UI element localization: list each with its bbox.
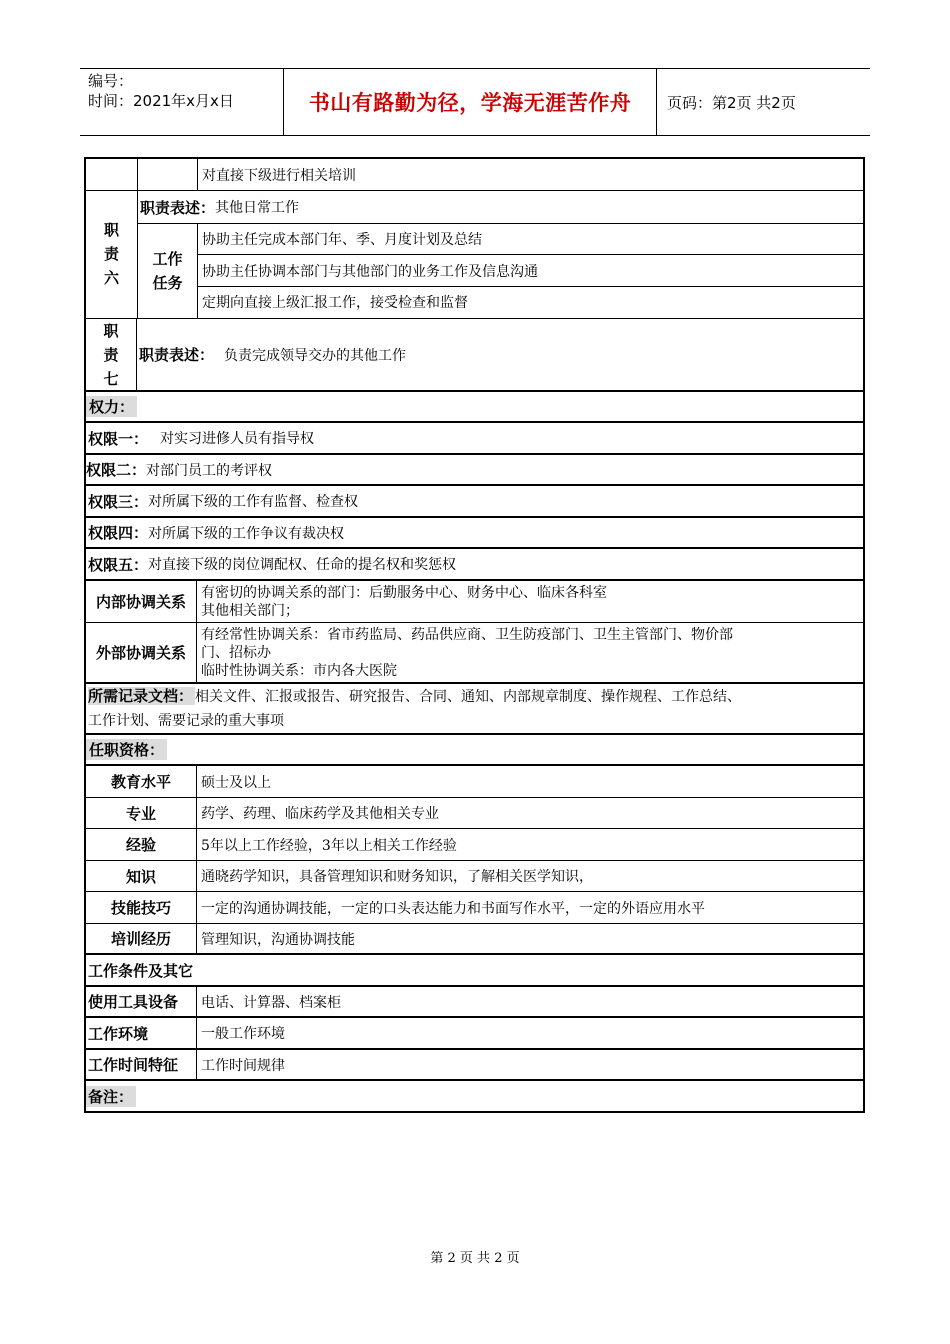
prev-task-spacer — [138, 159, 198, 190]
header-slogan: 书山有路勤为径，学海无涯苦作舟 — [283, 69, 657, 135]
duty6-label: 职 责 六 — [103, 221, 119, 287]
duty7-desc-value: 负责完成领导交办的其他工作 — [224, 347, 407, 364]
internal-coordination-value: 有密切的协调关系的部门：后勤服务中心、财务中心、临床各科室 其他相关部门； — [201, 584, 607, 619]
external-coordination-value: 有经常性协调关系：省市药监局、药品供应商、卫生防疫部门、卫生主管部门、物价部 门、招标办 临时性协调关系：市内各大医院 — [201, 626, 733, 679]
page-footer: 第 2 页 共 2 页 — [430, 1251, 520, 1266]
header-meta — [80, 69, 283, 135]
remarks-row — [86, 1081, 863, 1111]
internal-coordination-row — [86, 581, 863, 623]
remarks-label: 备注： — [86, 1086, 136, 1107]
duty6-body — [138, 159, 863, 318]
conditions-title: 工作条件及其它 — [88, 961, 194, 980]
qual-experience: 经验 5年以上工作经验，3年以上相关工作经验 — [86, 829, 863, 861]
duty6-task-3: 定期向直接上级汇报工作，接受检查和监督 — [202, 295, 468, 312]
duty6-label-col — [86, 159, 138, 318]
power-item-2: 权限二： 对部门员工的考评权 — [86, 455, 863, 486]
cond-hours: 工作时间特征 工作时间规律 — [86, 1050, 863, 1081]
duty7-label: 职 责 七 — [86, 319, 137, 390]
qualifications-section — [86, 735, 863, 766]
records-line-2: 工作计划、需要记录的重大事项 — [88, 713, 284, 729]
qual-training: 培训经历 管理知识，沟通协调技能 — [86, 924, 863, 955]
external-coordination-row — [86, 623, 863, 684]
duty6-tasks — [138, 224, 863, 318]
duty7-desc — [137, 319, 863, 390]
duty6-task-1: 协助主任完成本部门年、季、月度计划及总结 — [198, 224, 863, 255]
power-item-3: 权限三： 对所属下级的工作有监督、检查权 — [86, 486, 863, 518]
number-label: 编号： — [88, 72, 134, 90]
duty6-desc-value: 其他日常工作 — [215, 200, 300, 216]
duty6-desc-label: 职责表述： — [140, 198, 216, 217]
records-row — [86, 684, 863, 735]
time-label: 时间：2021年x月x日 — [88, 92, 234, 110]
duty6-desc-row — [138, 191, 863, 224]
external-coordination-label: 外部协调关系 — [86, 623, 197, 682]
duty6-task-2: 协助主任协调本部门与其他部门的业务工作及信息沟通 — [198, 255, 863, 286]
qual-major: 专业 药学、药理、临床药学及其他相关专业 — [86, 798, 863, 829]
job-description-form — [84, 157, 865, 1113]
conditions-section — [86, 955, 863, 987]
power-title: 权力： — [86, 396, 137, 417]
qual-knowledge: 知识 通晓药学知识，具备管理知识和财务知识，了解相关医学知识， — [86, 861, 863, 892]
prev-task-row — [138, 159, 863, 191]
prev-label-cell — [86, 159, 137, 191]
power-item-5: 权限五： 对直接下级的岗位调配权、任命的提名权和奖惩权 — [86, 549, 863, 581]
cond-tools: 使用工具设备 电话、计算器、档案柜 — [86, 987, 863, 1018]
prev-task-value: 对直接下级进行相关培训 — [202, 167, 356, 184]
power-section — [86, 392, 863, 423]
qual-skills: 技能技巧 一定的沟通协调技能，一定的口头表达能力和书面写作水平，一定的外语应用水平 — [86, 892, 863, 924]
duty6-task-list — [198, 224, 863, 318]
duty7-row — [86, 319, 863, 392]
records-label: 所需记录文档： — [88, 687, 194, 705]
duty7-desc-label: 职责表述： — [139, 346, 215, 364]
duty6-task-label: 工作 任务 — [138, 224, 198, 318]
internal-coordination-label: 内部协调关系 — [86, 581, 197, 622]
records-line-1: 所需记录文档： 相关文件、汇报或报告、研究报告、合同、通知、内部规章制度、操作规程、工作总结、 — [88, 687, 742, 705]
duty6-block — [86, 159, 863, 319]
cond-environment: 工作环境 一般工作环境 — [86, 1018, 863, 1050]
power-item-1: 权限一： 对实习进修人员有指导权 — [86, 423, 863, 455]
qualifications-title: 任职资格： — [86, 739, 167, 760]
qual-education: 教育水平 硕士及以上 — [86, 766, 863, 798]
header-page-number: 页码：第2页 共2页 — [667, 93, 796, 112]
power-item-4: 权限四： 对所属下级的工作争议有裁决权 — [86, 518, 863, 549]
page-header — [80, 68, 870, 136]
